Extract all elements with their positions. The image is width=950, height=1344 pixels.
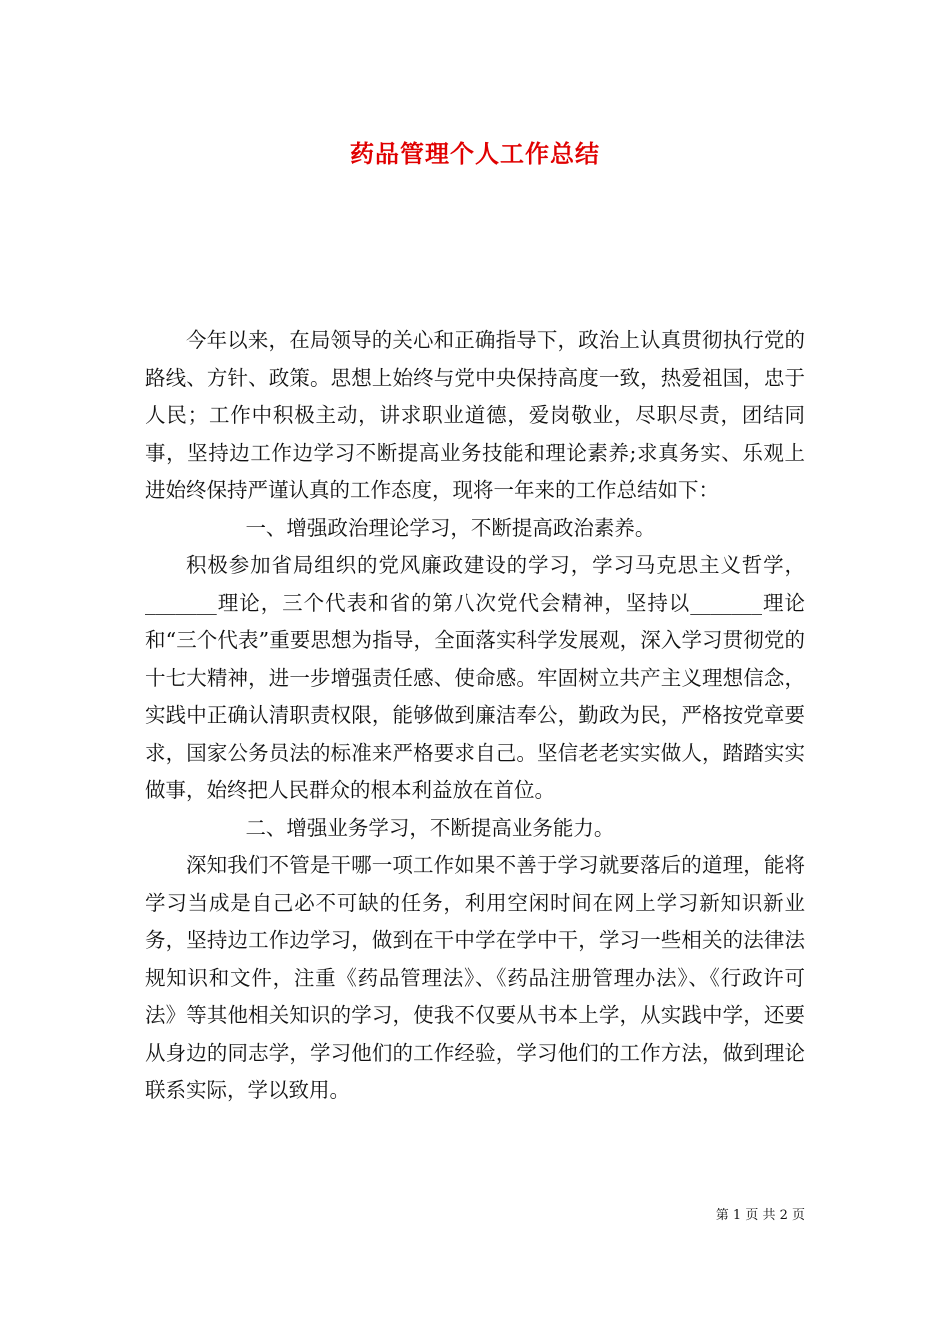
paragraph-section-1: 积极参加省局组织的党风廉政建设的学习，学习马克思主义哲学，_______理论，三个代表和省的第八次党代会精神，坚持以_______理论和“三个代表”重要思想为指导，全面落实科学发展观，深入学习贯彻党的十七大精神，进一步增强责任感、使命感。牢固树立共产主义理想信念，实践中正确认清职责权限，能够做到廉洁奉公，勤政为民，严格按党章要求，国家公务员法的标准来严格要求自己。坚信老老实实做人，踏踏实实做事，始终把人民群众的根本利益放在首位。 [145, 553, 805, 802]
document-body [145, 322, 805, 1110]
paragraph-section-2: 深知我们不管是干哪一项工作如果不善于学习就要落后的道理，能将学习当成是自己必不可缺的任务，利用空闲时间在网上学习新知识新业务，坚持边工作边学习，做到在干中学在学中干，学习一些相关的法律法规知识和文件，注重《药品管理法》、《药品注册管理办法》、《行政许可法》等其他相关知识的学习，使我不仅要从书本上学，从实践中学，还要从身边的同志学，学习他们的工作经验，学习他们的工作方法，做到理论联系实际，学以致用。 [145, 853, 805, 1102]
page-number: 第 1 页 共 2 页 [715, 1208, 805, 1223]
section-heading-2: 二、增强业务学习，不断提高业务能力。 [245, 815, 615, 840]
paragraph-intro: 今年以来，在局领导的关心和正确指导下，政治上认真贯彻执行党的路线、方针、政策。思想上始终与党中央保持高度一致，热爱祖国，忠于人民；工作中积极主动，讲求职业道德，爱岗敬业，尽职尽责，团结同事，坚持边工作边学习不断提高业务技能和理论素养;求真务实、乐观上进始终保持严谨认真的工作态度，现将一年来的工作总结如下： [145, 328, 805, 502]
document-title: 药品管理个人工作总结 [350, 139, 600, 168]
section-heading-1: 一、增强政治理论学习，不断提高政治素养。 [245, 515, 656, 540]
